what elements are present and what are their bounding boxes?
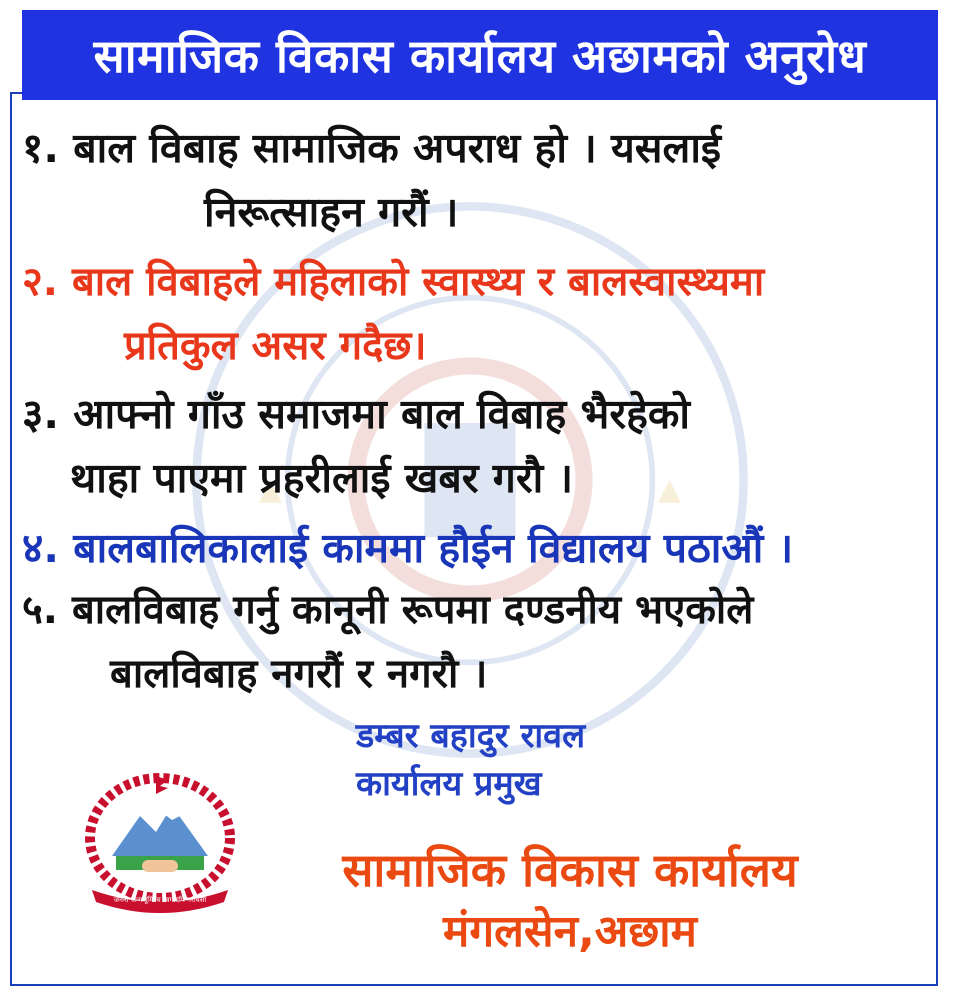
signature-block — [356, 712, 585, 808]
list-item-4 — [22, 516, 928, 580]
office-name: सामाजिक विकास कार्यालय — [342, 843, 798, 897]
list-item-2-line-2: प्रतिकुल असर गदैछ। — [124, 323, 427, 369]
list-item-2 — [22, 250, 928, 378]
nepal-emblem-icon — [72, 768, 248, 916]
list-item-text: बाल विबाहले महिलाको स्वास्थ्य र बालस्वास्थ्यमा — [71, 259, 765, 305]
list-item-text: बालबालिकालाई काममा हौईन विद्यालय पठाऔं । — [73, 524, 794, 572]
list-item-5-line-2: बालविबाह नगरौं र नगरौ । — [110, 651, 488, 697]
emblem-motto: जननी जन्मभूमिश्च स्वर्गादपि गरीयसी — [113, 896, 207, 904]
list-item-1-line-1 — [22, 116, 928, 180]
list-item-3 — [22, 382, 928, 510]
list-item-4-line-1 — [22, 516, 928, 580]
list-item-2-line-1 — [22, 250, 928, 314]
signatory-designation: कार्यालय प्रमुख — [356, 764, 542, 804]
list-item-text: बाल विबाह सामाजिक अपराध हो । यसलाई — [73, 124, 722, 172]
list-item-number: १. — [22, 124, 59, 172]
list-item-5 — [22, 578, 928, 706]
list-item-number: ५. — [22, 587, 58, 633]
list-item-1-line-2: निरूत्साहन गरौं । — [204, 188, 459, 236]
list-item-number: ३. — [22, 390, 59, 438]
office-location: मंगलसेन,अछाम — [443, 906, 697, 957]
list-item-number: ४. — [22, 524, 59, 572]
page-title: सामाजिक विकास कार्यालय अछामको अनुरोध — [22, 10, 938, 100]
list-item-text: बालविबाह गर्नु कानूनी रूपमा दण्डनीय भएकोले — [71, 587, 754, 633]
signatory-name: डम्बर बहादुर रावल — [356, 716, 586, 756]
list-item-5-line-1 — [22, 578, 928, 642]
list-item-3-line-1 — [22, 382, 928, 446]
list-item-1 — [22, 116, 928, 244]
list-item-number: २. — [22, 259, 58, 305]
office-block — [270, 838, 870, 962]
list-item-3-line-2: थाहा पाएमा प्रहरीलाई खबर गरौ । — [70, 454, 574, 502]
list-item-text: आफ्नो गाँउ समाजमा बाल विबाह भैरहेको — [73, 390, 691, 438]
